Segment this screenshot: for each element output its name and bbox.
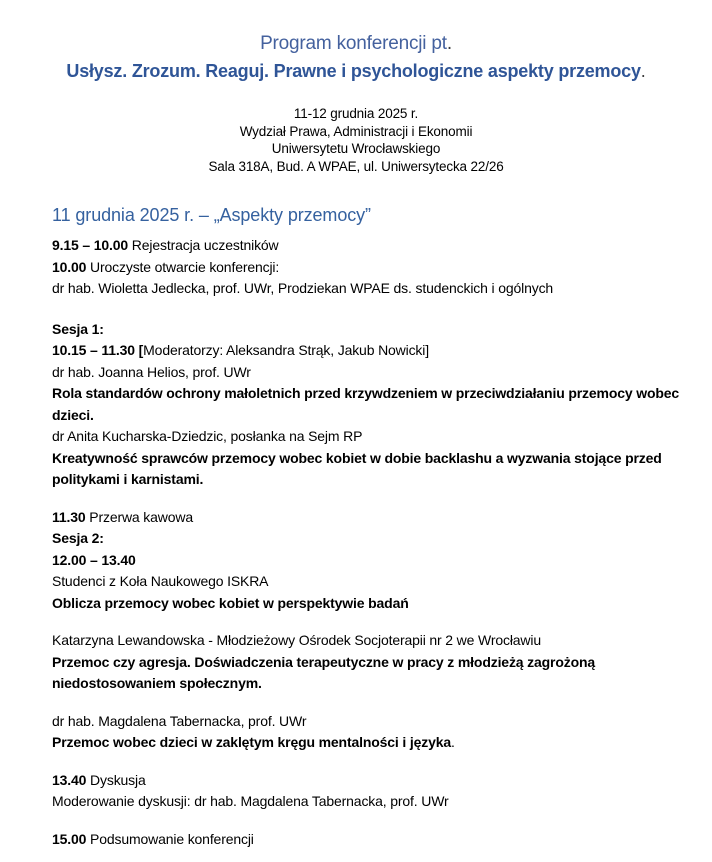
schedule (52, 235, 680, 850)
schedule-text: Studenci z Koła Naukowego ISKRA (52, 573, 269, 589)
schedule-line (52, 383, 680, 405)
schedule-line (52, 711, 660, 733)
schedule-text-bold: 10.00 (52, 258, 91, 275)
schedule-line (52, 340, 660, 362)
schedule-text-bold: dzieci. (52, 406, 94, 423)
spacer (52, 695, 660, 711)
spacer (52, 300, 660, 319)
schedule-line (52, 426, 660, 448)
day-heading: 11 grudnia 2025 r. – „Aspekty przemocy” (52, 205, 371, 225)
event-details (0, 105, 712, 175)
schedule-line (52, 630, 660, 652)
schedule-text: . (451, 734, 455, 750)
schedule-line (52, 791, 660, 813)
spacer (52, 754, 660, 770)
schedule-line (52, 278, 660, 300)
conference-title-prefix-text: Program konferencji pt (260, 33, 447, 54)
schedule-text: Przerwa kawowa (89, 508, 193, 525)
schedule-line (52, 507, 660, 529)
schedule-line (52, 732, 660, 754)
event-detail-line: Wydział Prawa, Administracji i Ekonomii (239, 123, 473, 139)
schedule-text-bold: 9.15 – 10.00 (52, 237, 132, 253)
schedule-line (52, 235, 660, 257)
schedule-text-bold: 12.00 – 13.40 (52, 551, 136, 568)
schedule-text-bold: Kreatywność sprawców przemocy wobec kobiet w dobie backlashu a wyzwania stojące przed (52, 449, 662, 466)
conference-title (0, 57, 712, 85)
schedule-line (52, 770, 660, 792)
schedule-text: Rejestracja uczestników (131, 237, 279, 253)
schedule-line (52, 469, 660, 491)
schedule-text: Dyskusja (90, 771, 146, 788)
schedule-line (52, 593, 660, 615)
schedule-text: dr hab. Wioletta Jedlecka, prof. UWr, Prodziekan WPAE ds. studenckich i ogólnych (52, 280, 554, 296)
schedule-text: Moderowanie dyskusji: dr hab. Magdalena Tabernacka, prof. UWr (52, 793, 449, 809)
schedule-line (52, 673, 660, 695)
schedule-text-bold: Rola standardów ochrony małoletnich przed krzywdzeniem w przeciwdziałaniu przemocy wobec (52, 385, 680, 401)
schedule-text: dr hab. Magdalena Tabernacka, prof. UWr (52, 712, 307, 729)
schedule-text-bold: Przemoc wobec dzieci w zaklętym kręgu mentalności i języka (52, 734, 452, 750)
schedule-text: Katarzyna Lewandowska - Młodzieżowy Ośrodek Socjoterapii nr 2 we Wrocławiu (52, 632, 541, 648)
schedule-text-bold: niedostosowaniem społecznym. (52, 675, 262, 691)
event-detail-line: Sala 318A, Bud. A WPAE, ul. Uniwersytecka 22/26 (208, 158, 504, 174)
schedule-line (52, 528, 660, 550)
schedule-line (52, 571, 660, 593)
document-header (0, 0, 712, 175)
schedule-line (52, 405, 660, 427)
schedule-text: Uroczyste otwarcie konferencji: (90, 258, 280, 275)
schedule-text: dr hab. Joanna Helios, prof. UWr (52, 363, 251, 380)
schedule-line (52, 550, 660, 572)
schedule-text: dr Anita Kucharska-Dziedzic, posłanka na Sejm RP (52, 428, 363, 444)
schedule-text-bold: Oblicza przemocy wobec kobiet w perspektywie badań (52, 594, 409, 611)
schedule-text-bold: Sesja 1: (52, 320, 104, 337)
schedule-text: Moderatorzy: Aleksandra Strąk, Jakub Nowicki] (143, 342, 429, 358)
schedule-text-bold: politykami i karnistami. (52, 471, 204, 487)
conference-title-prefix (0, 30, 712, 57)
spacer (52, 813, 660, 829)
spacer (52, 614, 660, 630)
conference-title-period: . (640, 61, 646, 81)
schedule-text-bold: 13.40 (52, 771, 91, 788)
event-detail-line: 11-12 grudnia 2025 r. (293, 106, 419, 121)
schedule-line (52, 448, 660, 470)
schedule-line (52, 829, 660, 851)
schedule-text-bold: 15.00 (52, 830, 91, 847)
conference-title-text: Usłysz. Zrozum. Reaguj. Prawne i psychologiczne aspekty przemocy (66, 61, 641, 81)
title-prefix-period: . (446, 33, 452, 54)
schedule-text-bold: 11.30 (52, 508, 90, 525)
schedule-line (52, 319, 660, 341)
schedule-line (52, 362, 660, 384)
spacer (52, 491, 660, 507)
schedule-text-bold: Sesja 2: (52, 530, 104, 546)
schedule-text: Podsumowanie konferencji (90, 830, 254, 847)
schedule-text-bold: Przemoc czy agresja. Doświadczenia terapeutyczne w pracy z młodzieżą zagrożoną (52, 653, 596, 670)
event-detail-line: Uniwersytetu Wrocławskiego (271, 141, 441, 156)
schedule-line (52, 652, 660, 674)
schedule-line (52, 257, 660, 279)
schedule-text-bold: 10.15 – 11.30 [ (52, 342, 144, 358)
